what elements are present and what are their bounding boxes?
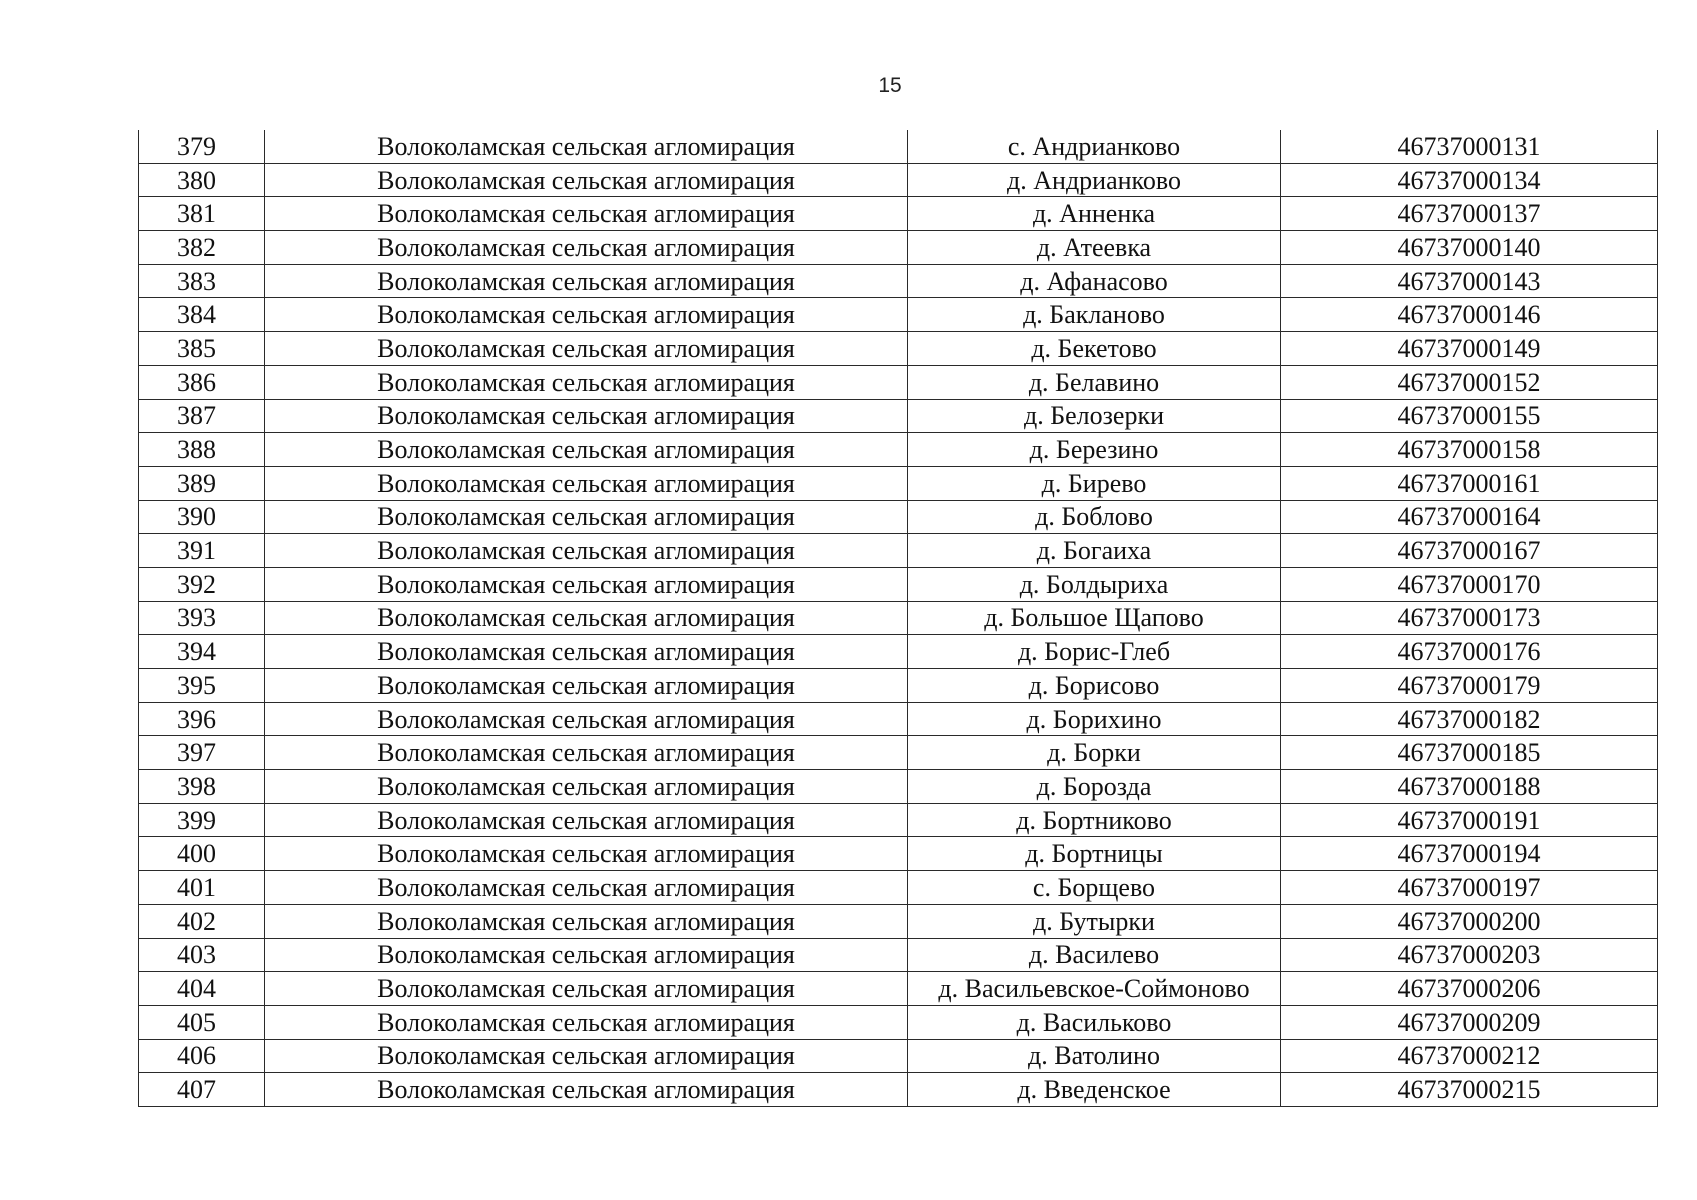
oktmo-code-cell: 46737000188 [1281,770,1658,804]
row-number-cell: 404 [139,972,265,1006]
agglomeration-cell: Волоколамская сельская агломирация [265,601,908,635]
agglomeration-cell: Волоколамская сельская агломирация [265,1073,908,1107]
oktmo-code-cell: 46737000173 [1281,601,1658,635]
table-body [139,130,1658,1106]
row-number-cell: 381 [139,197,265,231]
agglomeration-cell: Волоколамская сельская агломирация [265,500,908,534]
locality-cell: д. Бекетово [908,332,1281,366]
table-row [139,130,1658,163]
row-number-cell: 396 [139,702,265,736]
agglomeration-cell: Волоколамская сельская агломирация [265,433,908,467]
row-number-cell: 401 [139,871,265,905]
oktmo-code-cell: 46737000200 [1281,904,1658,938]
oktmo-code-cell: 46737000137 [1281,197,1658,231]
row-number-cell: 379 [139,130,265,163]
table-row [139,601,1658,635]
table-row [139,871,1658,905]
oktmo-code-cell: 46737000212 [1281,1039,1658,1073]
table-row [139,770,1658,804]
agglomeration-cell: Волоколамская сельская агломирация [265,904,908,938]
table-row [139,197,1658,231]
locality-cell: с. Борщево [908,871,1281,905]
oktmo-code-cell: 46737000194 [1281,837,1658,871]
page-number: 15 [878,74,902,97]
oktmo-code-cell: 46737000179 [1281,669,1658,703]
table-row [139,433,1658,467]
locality-cell: д. Андрианково [908,163,1281,197]
row-number-cell: 389 [139,466,265,500]
agglomeration-cell: Волоколамская сельская агломирация [265,197,908,231]
locality-cell: д. Васильково [908,1005,1281,1039]
table-row [139,231,1658,265]
table-row [139,399,1658,433]
agglomeration-cell: Волоколамская сельская агломирация [265,130,908,163]
row-number-cell: 383 [139,264,265,298]
agglomeration-cell: Волоколамская сельская агломирация [265,736,908,770]
agglomeration-cell: Волоколамская сельская агломирация [265,567,908,601]
row-number-cell: 387 [139,399,265,433]
row-number-cell: 395 [139,669,265,703]
row-number-cell: 407 [139,1073,265,1107]
locality-cell: д. Атеевка [908,231,1281,265]
locality-cell: д. Борихино [908,702,1281,736]
table-row [139,803,1658,837]
oktmo-code-cell: 46737000149 [1281,332,1658,366]
table-row [139,264,1658,298]
agglomeration-cell: Волоколамская сельская агломирация [265,702,908,736]
agglomeration-cell: Волоколамская сельская агломирация [265,803,908,837]
oktmo-code-cell: 46737000152 [1281,365,1658,399]
agglomeration-cell: Волоколамская сельская агломирация [265,466,908,500]
table-row [139,837,1658,871]
table-row [139,298,1658,332]
oktmo-code-cell: 46737000191 [1281,803,1658,837]
agglomeration-cell: Волоколамская сельская агломирация [265,837,908,871]
table-row [139,466,1658,500]
agglomeration-cell: Волоколамская сельская агломирация [265,669,908,703]
agglomeration-cell: Волоколамская сельская агломирация [265,938,908,972]
locality-cell: д. Белозерки [908,399,1281,433]
agglomeration-cell: Волоколамская сельская агломирация [265,534,908,568]
oktmo-code-cell: 46737000170 [1281,567,1658,601]
oktmo-code-cell: 46737000215 [1281,1073,1658,1107]
table-row [139,1073,1658,1107]
row-number-cell: 391 [139,534,265,568]
agglomeration-cell: Волоколамская сельская агломирация [265,231,908,265]
oktmo-code-cell: 46737000143 [1281,264,1658,298]
locality-cell: д. Бирево [908,466,1281,500]
oktmo-code-cell: 46737000131 [1281,130,1658,163]
agglomeration-cell: Волоколамская сельская агломирация [265,1005,908,1039]
table-row [139,332,1658,366]
table-row [139,669,1658,703]
row-number-cell: 398 [139,770,265,804]
agglomeration-cell: Волоколамская сельская агломирация [265,264,908,298]
table-row [139,938,1658,972]
agglomeration-cell: Волоколамская сельская агломирация [265,635,908,669]
locality-cell: д. Богаиха [908,534,1281,568]
table-row [139,500,1658,534]
locality-cell: д. Борис-Глеб [908,635,1281,669]
locality-cell: д. Введенское [908,1073,1281,1107]
locality-cell: д. Бутырки [908,904,1281,938]
oktmo-code-cell: 46737000167 [1281,534,1658,568]
oktmo-code-cell: 46737000185 [1281,736,1658,770]
agglomeration-cell: Волоколамская сельская агломирация [265,163,908,197]
row-number-cell: 386 [139,365,265,399]
agglomeration-cell: Волоколамская сельская агломирация [265,298,908,332]
oktmo-code-cell: 46737000206 [1281,972,1658,1006]
locality-cell: д. Борки [908,736,1281,770]
agglomeration-cell: Волоколамская сельская агломирация [265,365,908,399]
locality-cell: д. Боблово [908,500,1281,534]
locality-cell: д. Бортницы [908,837,1281,871]
table-row [139,163,1658,197]
row-number-cell: 385 [139,332,265,366]
oktmo-code-cell: 46737000209 [1281,1005,1658,1039]
locality-cell: д. Ватолино [908,1039,1281,1073]
locality-cell: д. Березино [908,433,1281,467]
row-number-cell: 380 [139,163,265,197]
row-number-cell: 393 [139,601,265,635]
oktmo-code-cell: 46737000161 [1281,466,1658,500]
row-number-cell: 403 [139,938,265,972]
oktmo-code-cell: 46737000176 [1281,635,1658,669]
row-number-cell: 406 [139,1039,265,1073]
table-row [139,1005,1658,1039]
locality-cell: д. Бортниково [908,803,1281,837]
agglomeration-cell: Волоколамская сельская агломирация [265,332,908,366]
locality-cell: д. Борисово [908,669,1281,703]
table-row [139,567,1658,601]
locality-cell: д. Болдыриха [908,567,1281,601]
locality-cell: с. Андрианково [908,130,1281,163]
settlements-table [138,130,1658,1107]
table-row [139,635,1658,669]
oktmo-code-cell: 46737000182 [1281,702,1658,736]
agglomeration-cell: Волоколамская сельская агломирация [265,871,908,905]
agglomeration-cell: Волоколамская сельская агломирация [265,770,908,804]
locality-cell: д. Белавино [908,365,1281,399]
row-number-cell: 399 [139,803,265,837]
row-number-cell: 390 [139,500,265,534]
row-number-cell: 402 [139,904,265,938]
locality-cell: д. Борозда [908,770,1281,804]
table-row [139,534,1658,568]
row-number-cell: 382 [139,231,265,265]
row-number-cell: 384 [139,298,265,332]
agglomeration-cell: Волоколамская сельская агломирация [265,399,908,433]
oktmo-code-cell: 46737000164 [1281,500,1658,534]
oktmo-code-cell: 46737000155 [1281,399,1658,433]
oktmo-code-cell: 46737000197 [1281,871,1658,905]
oktmo-code-cell: 46737000134 [1281,163,1658,197]
locality-cell: д. Бакланово [908,298,1281,332]
table-row [139,904,1658,938]
table-row [139,972,1658,1006]
oktmo-code-cell: 46737000203 [1281,938,1658,972]
oktmo-code-cell: 46737000146 [1281,298,1658,332]
oktmo-code-cell: 46737000158 [1281,433,1658,467]
locality-cell: д. Васильевское-Соймоново [908,972,1281,1006]
locality-cell: д. Анненка [908,197,1281,231]
locality-cell: д. Афанасово [908,264,1281,298]
row-number-cell: 400 [139,837,265,871]
agglomeration-cell: Волоколамская сельская агломирация [265,972,908,1006]
table-row [139,736,1658,770]
row-number-cell: 394 [139,635,265,669]
table-row [139,1039,1658,1073]
row-number-cell: 397 [139,736,265,770]
row-number-cell: 392 [139,567,265,601]
row-number-cell: 405 [139,1005,265,1039]
agglomeration-cell: Волоколамская сельская агломирация [265,1039,908,1073]
oktmo-code-cell: 46737000140 [1281,231,1658,265]
table-row [139,702,1658,736]
locality-cell: д. Василево [908,938,1281,972]
table-row [139,365,1658,399]
row-number-cell: 388 [139,433,265,467]
locality-cell: д. Большое Щапово [908,601,1281,635]
